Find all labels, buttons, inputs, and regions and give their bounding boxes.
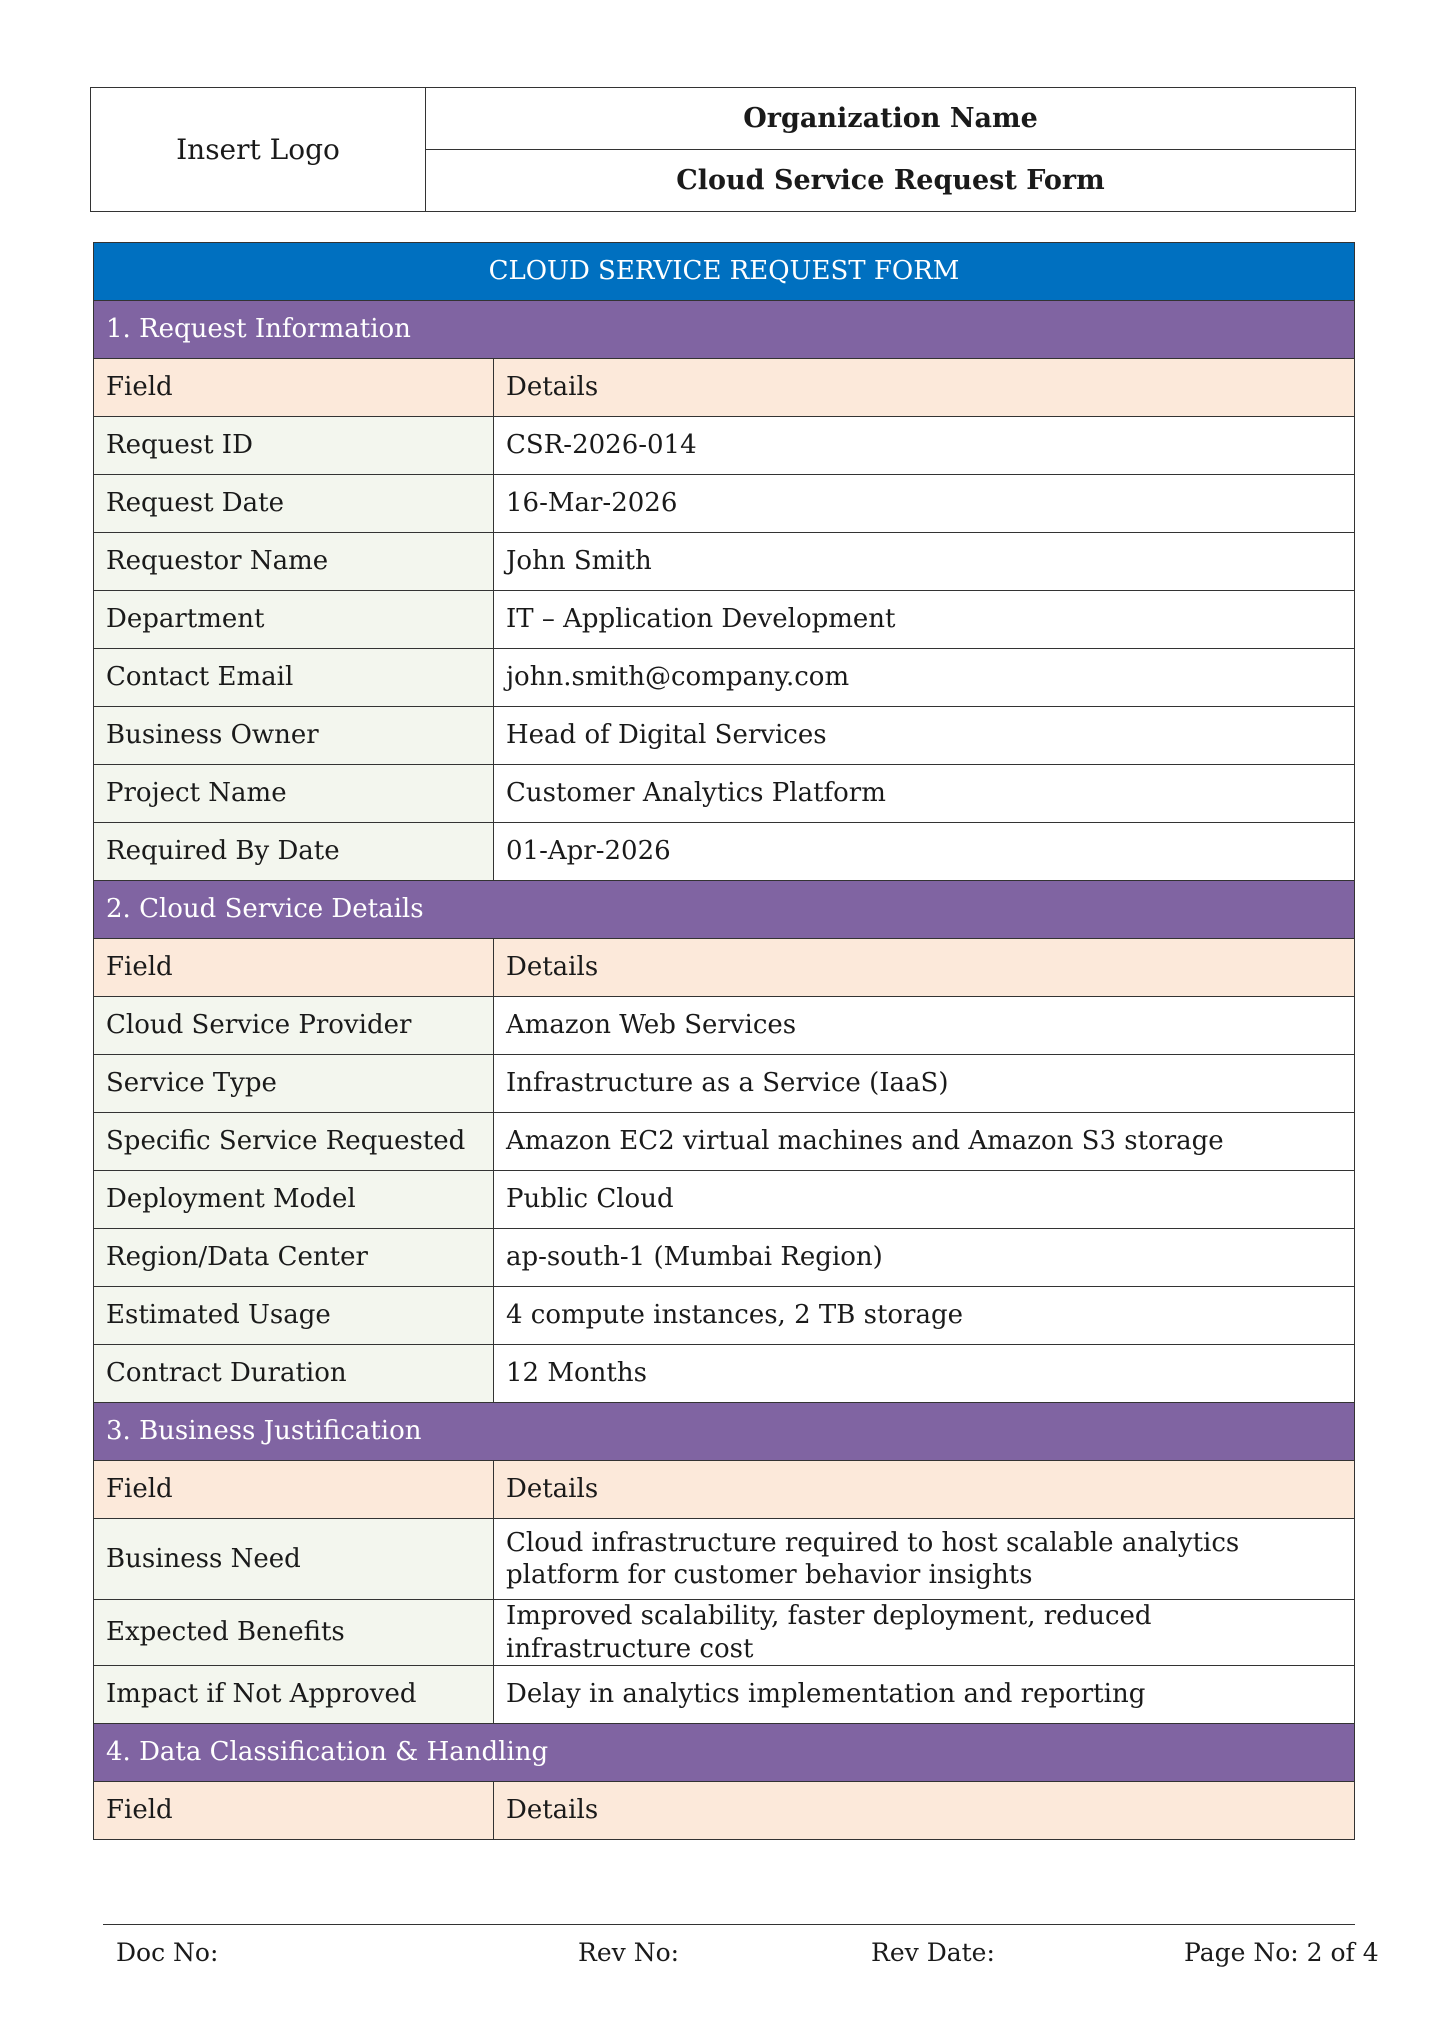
logo-placeholder: Insert Logo: [91, 88, 426, 212]
footer-doc-no: Doc No:: [116, 1938, 219, 1967]
field-value: Delay in analytics implementation and reporting: [494, 1666, 1355, 1724]
table-row: [94, 1666, 1355, 1724]
section-header: [94, 1403, 1355, 1461]
field-column-header: Field: [94, 939, 494, 997]
field-value: CSR-2026-014: [494, 417, 1355, 475]
field-label: Request Date: [94, 475, 494, 533]
column-header-row: [94, 359, 1355, 417]
organization-name: Organization Name: [426, 88, 1356, 150]
footer-rev-no: Rev No:: [578, 1938, 680, 1967]
table-row: [94, 707, 1355, 765]
field-label: Region/Data Center: [94, 1229, 494, 1287]
field-label: Project Name: [94, 765, 494, 823]
field-value: 12 Months: [494, 1345, 1355, 1403]
field-value: 4 compute instances, 2 TB storage: [494, 1287, 1355, 1345]
field-value: John Smith: [494, 533, 1355, 591]
footer-page-no: Page No: 2 of 4: [1184, 1938, 1379, 1967]
details-column-header: Details: [494, 939, 1355, 997]
form-title: Cloud Service Request Form: [426, 150, 1356, 212]
section-title: 1. Request Information: [94, 301, 1355, 359]
field-value: 16-Mar-2026: [494, 475, 1355, 533]
section-header: [94, 1724, 1355, 1782]
field-label: Contract Duration: [94, 1345, 494, 1403]
field-label: Impact if Not Approved: [94, 1666, 494, 1724]
field-value: Infrastructure as a Service (IaaS): [494, 1055, 1355, 1113]
details-column-header: Details: [494, 1461, 1355, 1519]
table-row: [94, 1519, 1355, 1600]
field-value: Cloud infrastructure required to host scalable analytics platform for customer behavior insights: [494, 1519, 1355, 1600]
field-value: Amazon EC2 virtual machines and Amazon S3 storage: [494, 1113, 1355, 1171]
field-label: Deployment Model: [94, 1171, 494, 1229]
section-header: [94, 881, 1355, 939]
field-value: Public Cloud: [494, 1171, 1355, 1229]
field-label: Requestor Name: [94, 533, 494, 591]
field-label: Cloud Service Provider: [94, 997, 494, 1055]
details-column-header: Details: [494, 359, 1355, 417]
request-form-table: [93, 242, 1355, 1840]
details-column-header: Details: [494, 1782, 1355, 1840]
table-row: [94, 1345, 1355, 1403]
table-row: [94, 823, 1355, 881]
column-header-row: [94, 939, 1355, 997]
field-value: 01-Apr-2026: [494, 823, 1355, 881]
section-title: 3. Business Justification: [94, 1403, 1355, 1461]
field-value: ap-south-1 (Mumbai Region): [494, 1229, 1355, 1287]
footer-divider: [103, 1924, 1355, 1925]
field-label: Department: [94, 591, 494, 649]
field-label: Business Owner: [94, 707, 494, 765]
field-column-header: Field: [94, 359, 494, 417]
field-label: Estimated Usage: [94, 1287, 494, 1345]
field-label: Contact Email: [94, 649, 494, 707]
table-row: [94, 591, 1355, 649]
footer-rev-date: Rev Date:: [871, 1938, 995, 1967]
field-value: Customer Analytics Platform: [494, 765, 1355, 823]
column-header-row: [94, 1461, 1355, 1519]
field-label: Business Need: [94, 1519, 494, 1600]
field-value: Head of Digital Services: [494, 707, 1355, 765]
form-main-title: CLOUD SERVICE REQUEST FORM: [94, 243, 1355, 301]
table-row: [94, 1600, 1355, 1666]
field-label: Service Type: [94, 1055, 494, 1113]
table-row: [94, 1287, 1355, 1345]
field-label: Expected Benefits: [94, 1600, 494, 1666]
table-row: [94, 765, 1355, 823]
document-header: [90, 87, 1356, 212]
field-value: Improved scalability, faster deployment, reduced infrastructure cost: [494, 1600, 1355, 1666]
form-title-row: [94, 243, 1355, 301]
field-value: john.smith@company.com: [494, 649, 1355, 707]
table-row: [94, 1229, 1355, 1287]
table-row: [94, 417, 1355, 475]
table-row: [94, 649, 1355, 707]
table-row: [94, 997, 1355, 1055]
section-title: 2. Cloud Service Details: [94, 881, 1355, 939]
section-title: 4. Data Classification & Handling: [94, 1724, 1355, 1782]
table-row: [94, 1171, 1355, 1229]
field-label: Specific Service Requested: [94, 1113, 494, 1171]
table-row: [94, 475, 1355, 533]
field-label: Request ID: [94, 417, 494, 475]
table-row: [94, 1113, 1355, 1171]
table-row: [94, 1055, 1355, 1113]
column-header-row: [94, 1782, 1355, 1840]
table-row: [94, 533, 1355, 591]
section-header: [94, 301, 1355, 359]
field-label: Required By Date: [94, 823, 494, 881]
field-column-header: Field: [94, 1461, 494, 1519]
field-value: Amazon Web Services: [494, 997, 1355, 1055]
field-value: IT – Application Development: [494, 591, 1355, 649]
field-column-header: Field: [94, 1782, 494, 1840]
